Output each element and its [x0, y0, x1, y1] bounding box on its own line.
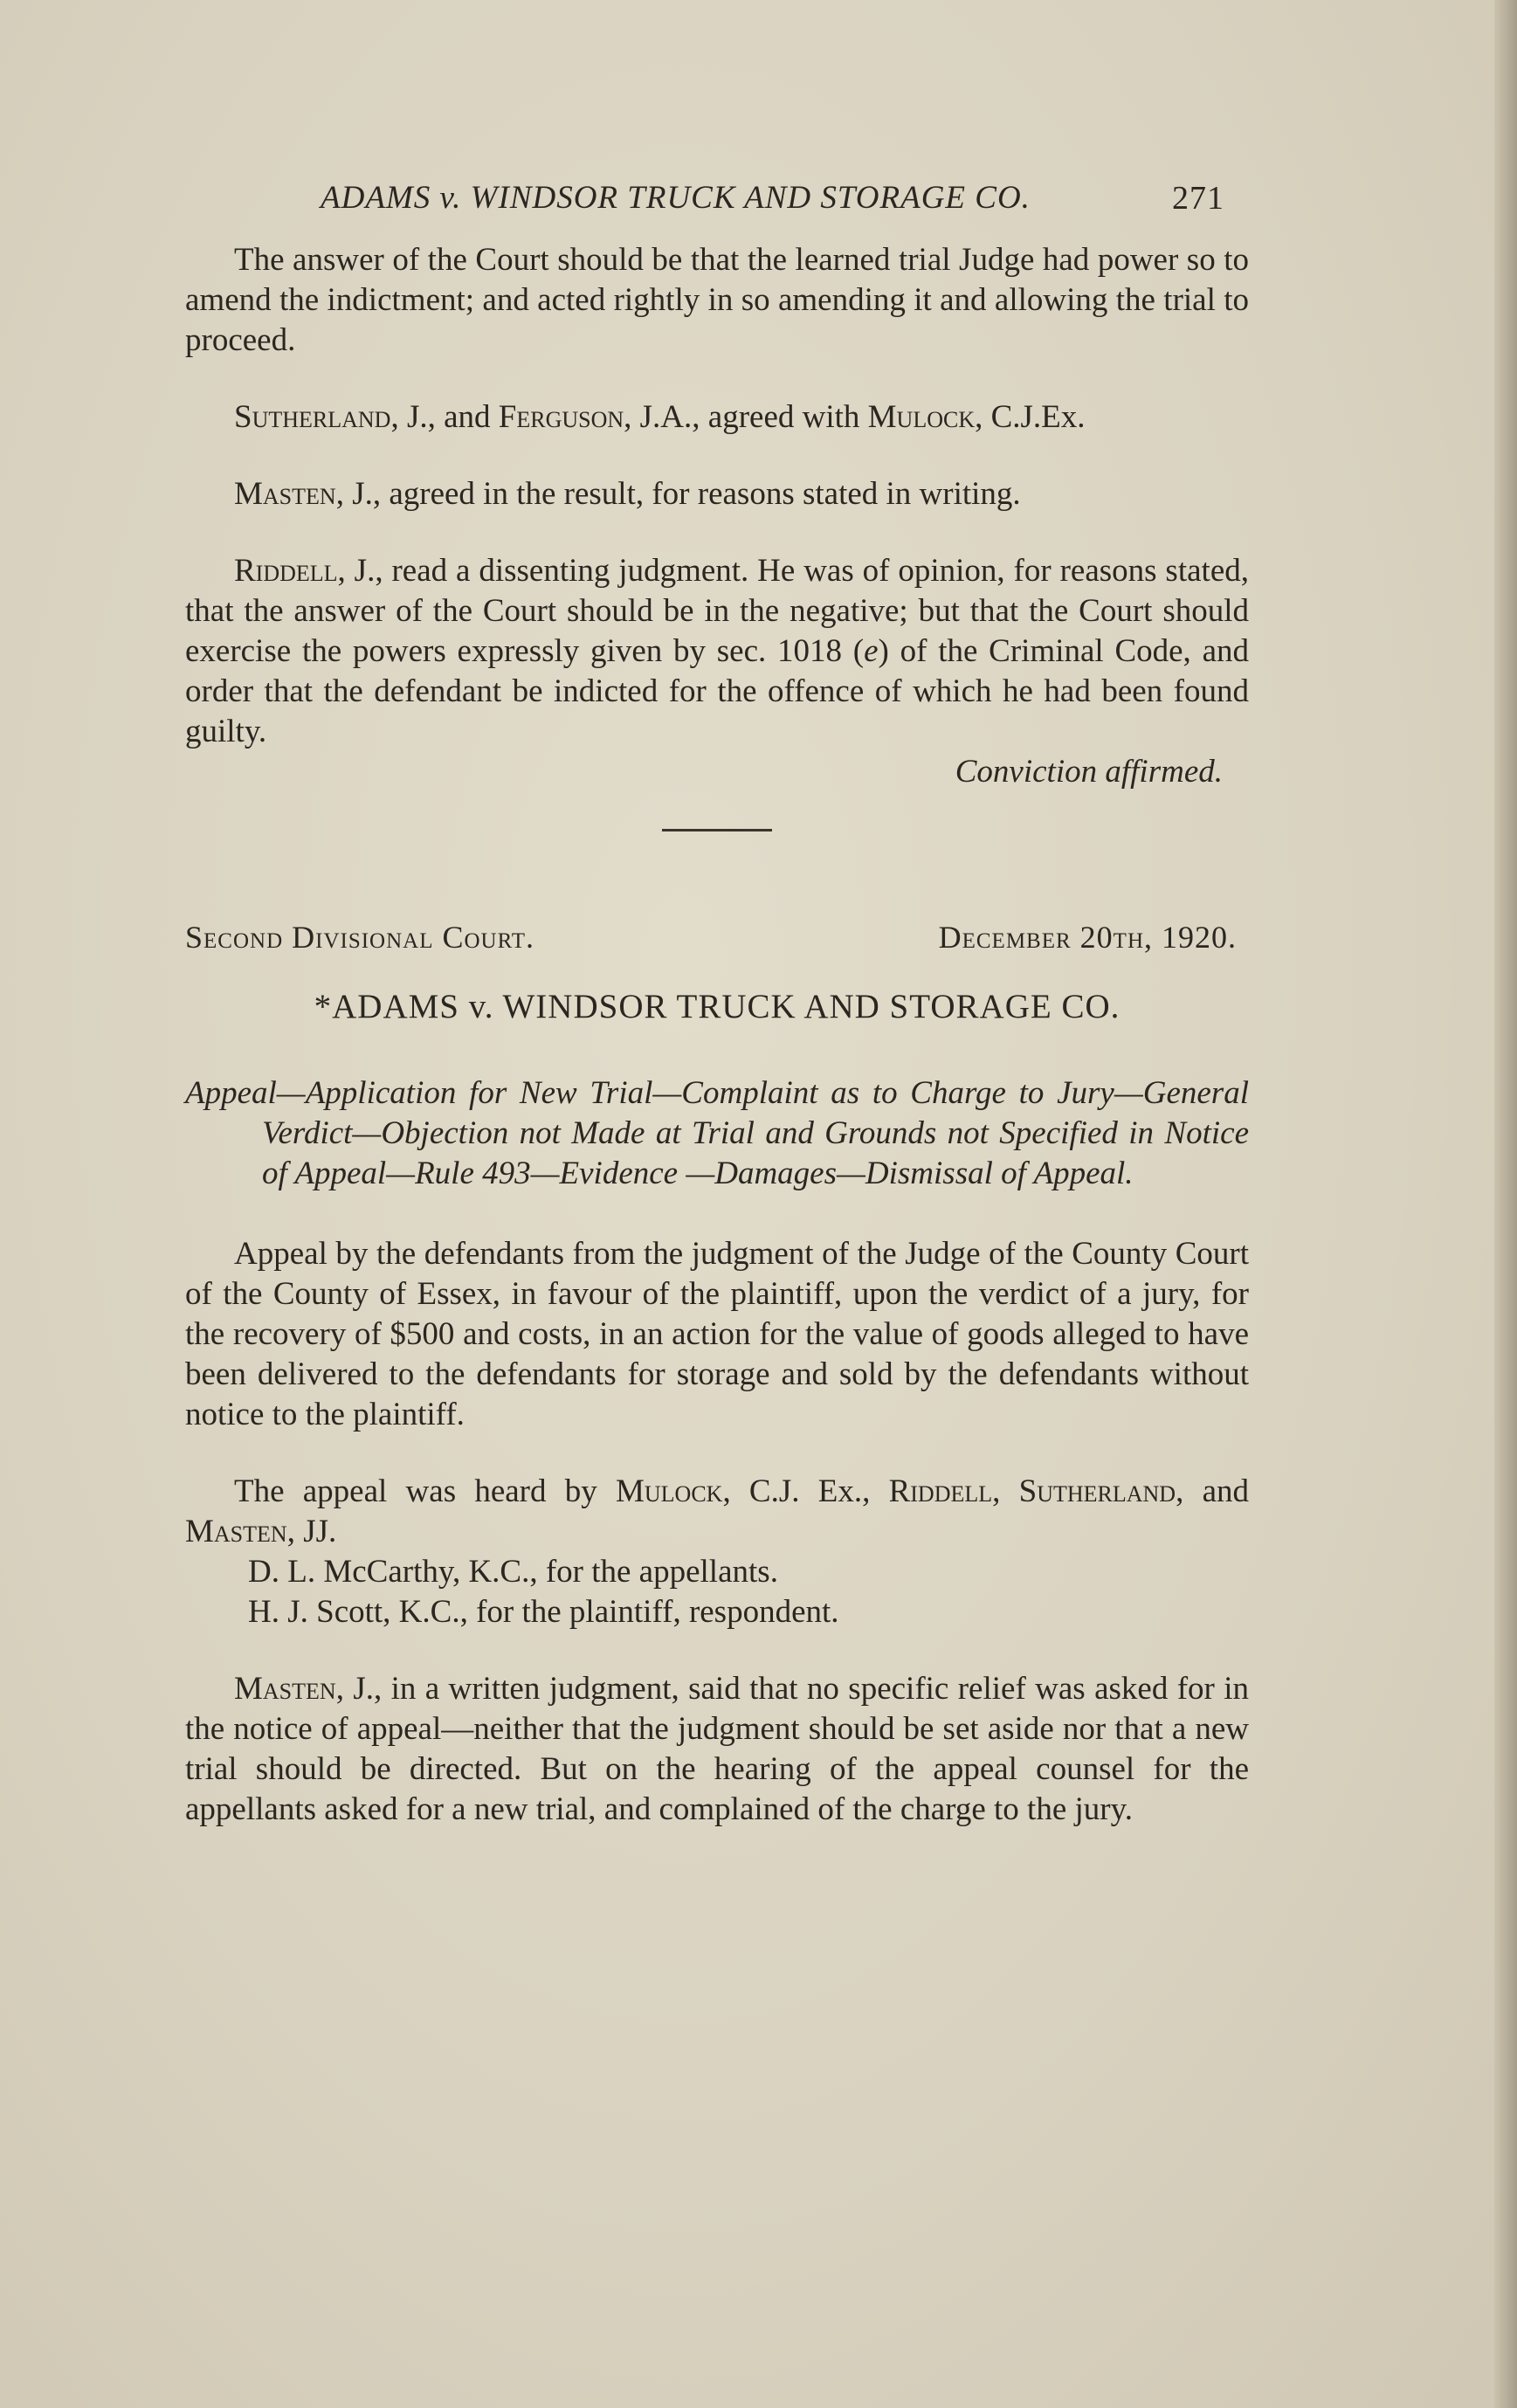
paragraph-masten-judgment: Masten, J., in a written judgment, said that no specific relief was asked for in the notice of appeal—neither that the judgment should be set aside nor that a new trial should be directed. But on the hearing of the appeal counsel for the appellants asked for a new trial, and complained of the charge to the jury.	[185, 1671, 1249, 1827]
paragraph-agreement: Sutherland, J., and Ferguson, J.A., agreed with Mulock, C.J.Ex.	[234, 399, 1086, 435]
judge-name: Masten	[234, 476, 336, 512]
paragraph-appeal: Appeal by the defendants from the judgment of the Judge of the County Court of the County of Essex, in favour of the plaintiff, upon the verdict of a jury, for the recovery of $500 and costs, in an action for the value of goods alleged to have been delivered to the defendants for storage and sold by the defendants without notice to the plaintiff.	[185, 1236, 1249, 1432]
judge-name: Riddell	[234, 553, 338, 589]
judge-name: Ferguson	[498, 399, 624, 435]
judge-name: Masten	[234, 1671, 336, 1707]
judge-name: Mulock	[615, 1473, 723, 1509]
case-title: *ADAMS v. WINDSOR TRUCK AND STORAGE CO.	[314, 988, 1121, 1025]
paragraph-answer: The answer of the Court should be that the learned trial Judge had power so to amend the indictment; and acted rightly in so amending it and allowing the trial to proceed.	[185, 242, 1249, 358]
paragraph-masten-result: Masten, J., agreed in the result, for reasons stated in writing.	[234, 476, 1021, 512]
judge-name: Mulock	[867, 399, 976, 435]
counsel-respondent: H. J. Scott, K.C., for the plaintiff, respondent.	[248, 1594, 839, 1630]
page-edge	[1494, 0, 1517, 2408]
page-content	[185, 179, 1249, 1830]
judge-name: Sutherland	[1018, 1473, 1176, 1509]
running-title: ADAMS v. WINDSOR TRUCK AND STORAGE CO.	[321, 180, 1031, 216]
counsel-appellants: D. L. McCarthy, K.C., for the appellants.	[248, 1554, 778, 1590]
headnote: Appeal—Application for New Trial—Complaint as to Charge to Jury—General Verdict—Objection not Made at Trial and Grounds not Specified in Notice of Appeal—Rule 493—Evidence —Damages—Dismissal of Appeal.	[185, 1075, 1249, 1191]
page-number: 271	[1172, 180, 1224, 217]
judge-name: Masten	[185, 1514, 287, 1549]
verdict: Conviction affirmed.	[955, 754, 1223, 790]
running-head	[185, 179, 1249, 240]
paragraph-dissent: Riddell, J., read a dissenting judgment. He was of opinion, for reasons stated, that the answer of the Court should be in the negative; but that the Court should exercise the powers expressly given by sec. 1018 (e) of the Criminal Code, and order that the defendant be indicted for the offence of which he had been found guilty.	[185, 553, 1249, 749]
judge-name: Sutherland	[234, 399, 391, 435]
judge-name: Riddell	[888, 1473, 993, 1509]
section-letter: e	[864, 633, 879, 669]
paragraph-heard-by: The appeal was heard by Mulock, C.J. Ex., Riddell, Sutherland, and Masten, JJ.	[185, 1473, 1250, 1549]
court-name: Second Divisional Court.	[185, 920, 535, 955]
judgment-date: December 20th, 1920.	[938, 920, 1237, 955]
section-divider	[662, 829, 772, 831]
court-line	[185, 919, 1249, 963]
